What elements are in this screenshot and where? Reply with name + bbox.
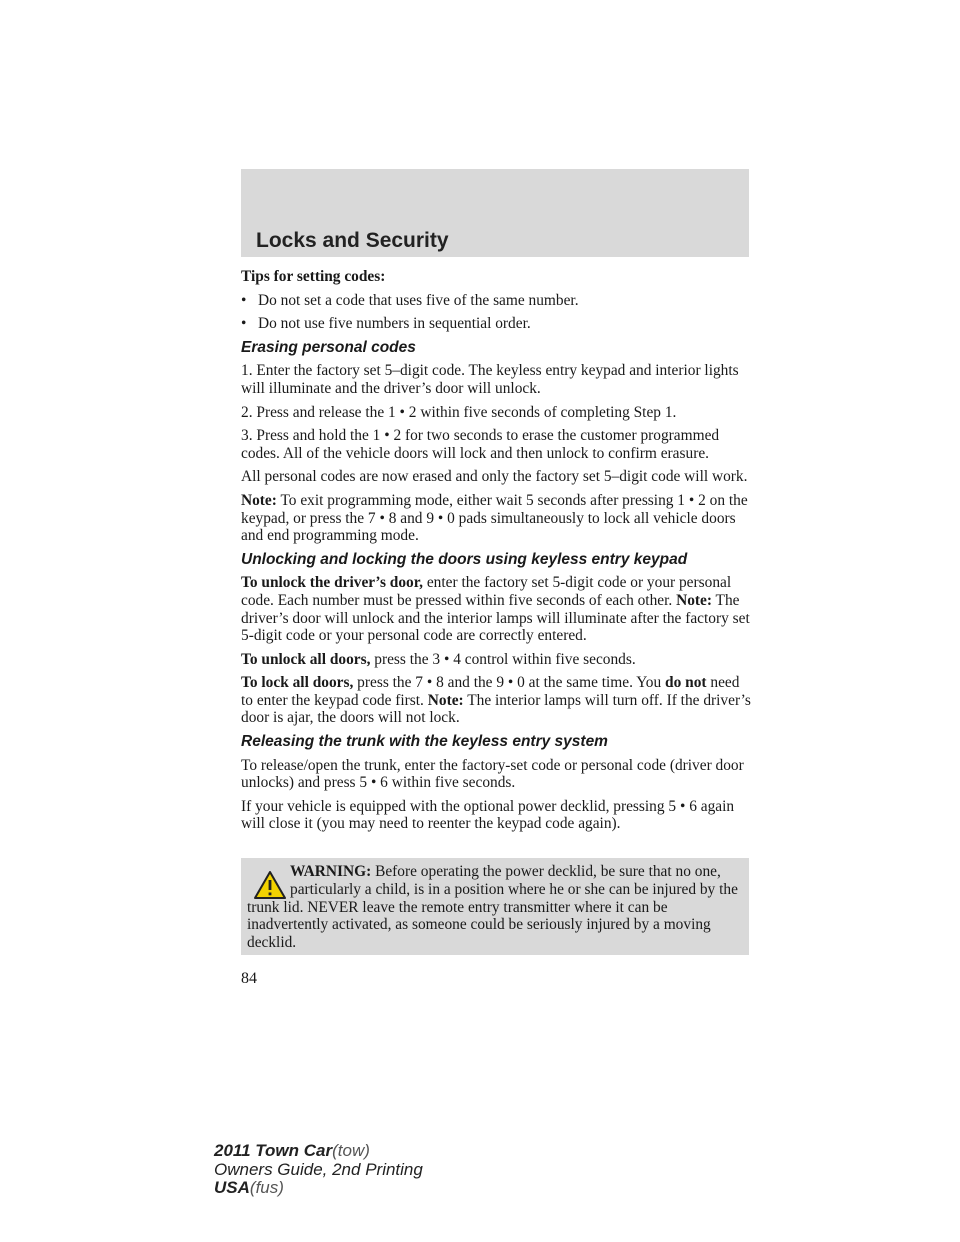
warning-text <box>247 863 743 952</box>
note-label: Note: <box>241 491 277 509</box>
erasing-step-1: 1. Enter the factory set 5–digit code. The keyless entry keypad and interior lights will illuminate and the driver’s door will unlock. <box>241 362 739 397</box>
warning-box <box>241 858 749 955</box>
lock-all-paragraph <box>241 674 751 727</box>
footer-model-code: (tow) <box>332 1141 370 1160</box>
note-label: Note: <box>676 591 712 609</box>
unlock-driver-label: To unlock the driver’s door, <box>241 574 423 592</box>
trunk-heading: Releasing the trunk with the keyless entry system <box>241 733 608 751</box>
list-item <box>241 292 751 310</box>
lock-all-text-2: need to enter the keypad code first. <box>241 674 740 709</box>
section-title: Locks and Security <box>256 229 449 252</box>
list-item-text: Do not set a code that uses five of the same number. <box>258 291 579 309</box>
erasing-heading: Erasing personal codes <box>241 338 416 356</box>
lock-all-text: press the 7 • 8 and the 9 • 0 at the same time. You <box>353 674 666 692</box>
warning-label: WARNING: <box>290 863 372 880</box>
erasing-step-3: 3. Press and hold the 1 • 2 for two seconds to erase the customer programmed codes. All of the vehicle doors will lock and then unlock to confirm erasure. <box>241 427 720 462</box>
list-item <box>241 315 751 333</box>
page-content <box>241 268 751 839</box>
footer-market: USA <box>214 1178 250 1197</box>
unlock-driver-text: enter the factory set 5-digit code or your personal code. Each number must be pressed within five seconds of each other. <box>241 574 732 609</box>
unlock-all-label: To unlock all doors, <box>241 650 371 668</box>
unlock-all-text: press the 3 • 4 control within five seconds. <box>370 650 636 668</box>
footer-model: 2011 Town Car <box>214 1141 333 1160</box>
section-header <box>241 169 749 257</box>
note-label: Note: <box>427 691 464 709</box>
note-text: To exit programming mode, either wait 5 seconds after pressing 1 • 2 on the keypad, or press the 7 • 8 and 9 • 0 pads simultaneously to lock all vehicle doors and end programming mode. <box>241 491 748 545</box>
erasing-summary: All personal codes are now erased and only the factory set 5–digit code will work. <box>241 468 748 486</box>
footer-line-1 <box>214 1142 423 1161</box>
lock-all-label: To lock all doors, <box>241 674 354 692</box>
lock-emphasis: do not <box>665 674 707 692</box>
page-number: 84 <box>241 970 257 987</box>
warning-body: Before operating the power decklid, be sure that no one, particularly a child, is in a position where he or she can be injured by the trunk lid. NEVER leave the remote entry transmitter where it can be inadvertently activated, as someone could be seriously injured by a moving decklid. <box>247 863 738 952</box>
tips-heading: Tips for setting codes: <box>241 268 386 285</box>
bullet-icon: • <box>241 291 247 309</box>
footer-line-3 <box>214 1179 423 1198</box>
erasing-note <box>241 492 751 545</box>
unlock-driver-paragraph <box>241 574 751 644</box>
erasing-step-2: 2. Press and release the 1 • 2 within five seconds of completing Step 1. <box>241 403 677 421</box>
note-text: The interior lamps will turn off. If the driver’s door is ajar, the doors will not lock. <box>241 691 751 727</box>
unlock-all-paragraph <box>241 651 751 669</box>
list-item-text: Do not use five numbers in sequential order. <box>258 315 531 333</box>
footer-market-code: (fus) <box>249 1178 284 1197</box>
footer-line-2: Owners Guide, 2nd Printing <box>214 1159 423 1179</box>
document-footer <box>214 1142 423 1198</box>
unlocking-heading: Unlocking and locking the doors using keyless entry keypad <box>241 550 688 568</box>
note-text: The driver’s door will unlock and the interior lamps will illuminate after the factory set 5-digit code or your personal code are correctly entered. <box>241 591 750 645</box>
bullet-icon: • <box>241 315 247 333</box>
trunk-paragraph-2: If your vehicle is equipped with the optional power decklid, pressing 5 • 6 again will close it (you may need to reenter the keypad code again). <box>241 797 735 833</box>
trunk-paragraph-1: To release/open the trunk, enter the factory-set code or personal code (driver door unlocks) and press 5 • 6 within five seconds. <box>241 756 744 792</box>
